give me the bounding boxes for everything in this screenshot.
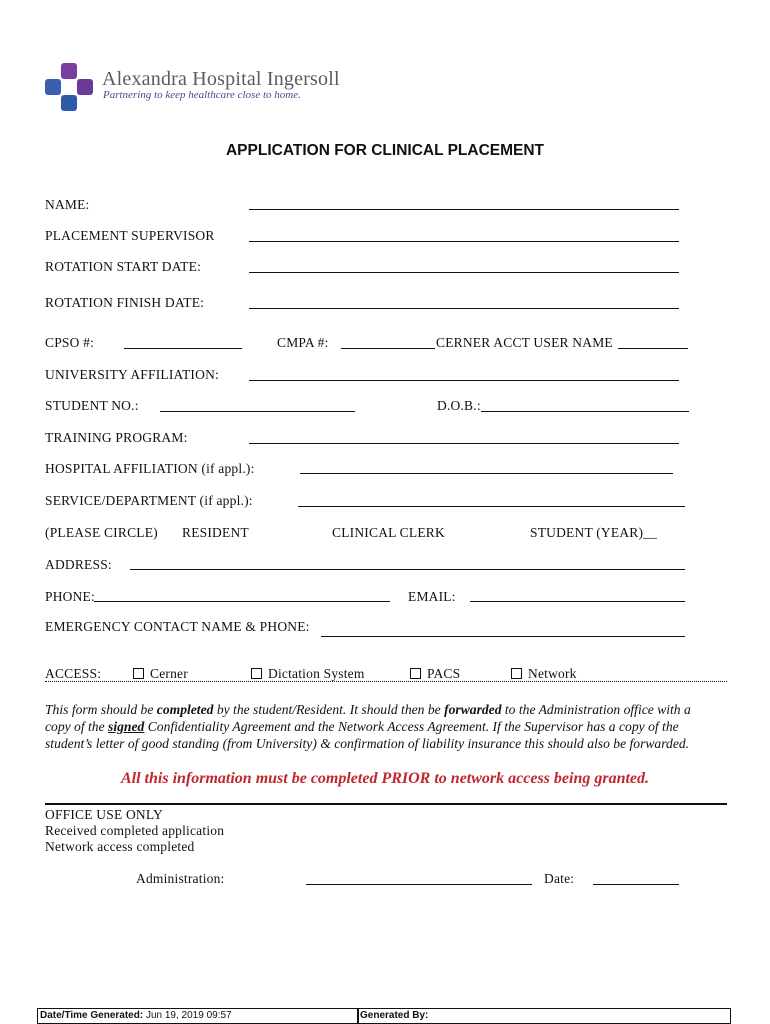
office-date-field[interactable] [593,884,679,885]
administration-label: Administration: [136,871,225,886]
name-field[interactable] [249,209,679,210]
network-access-warning: All this information must be completed PRIOR to network access being granted. [120,770,650,787]
cmpa-label: CMPA #: [277,335,329,350]
student-no-field[interactable] [160,411,355,412]
cpso-label: CPSO #: [45,335,95,350]
address-field[interactable] [130,569,685,570]
instructions-signed: signed [108,719,145,734]
hospital-affiliation-field[interactable] [300,473,673,474]
student-year-option[interactable]: STUDENT (YEAR)__ [530,525,658,540]
generated-datetime [40,1010,232,1021]
resident-option[interactable]: RESIDENT [182,525,249,540]
office-date-label: Date: [544,871,575,886]
address-label: ADDRESS: [45,557,112,572]
instructions-completed: completed [156,702,214,717]
access-option-cerner[interactable] [133,666,188,682]
service-label: SERVICE/DEPARTMENT (if appl.): [45,493,253,508]
administration-signature-field[interactable] [306,884,532,885]
student-no-label: STUDENT NO.: [45,398,139,413]
dob-field[interactable] [481,411,689,412]
generated-by-label: Generated By: [360,1010,429,1021]
supervisor-label: PLACEMENT SUPERVISOR [45,228,215,243]
cpso-field[interactable] [124,348,242,349]
access-divider [45,681,727,682]
training-field[interactable] [249,443,679,444]
email-label: EMAIL: [408,589,456,604]
access-option-dictation[interactable] [251,666,365,682]
university-field[interactable] [249,380,679,381]
start-date-field[interactable] [249,272,679,273]
instructions-forwarded: forwarded [444,702,502,717]
dictation-checkbox[interactable] [251,668,262,679]
pacs-option-label: PACS [427,666,461,681]
hospital-tagline: Partnering to keep healthcare close to home. [103,89,301,101]
network-checkbox[interactable] [511,668,522,679]
access-label: ACCESS: [45,666,102,681]
training-label: TRAINING PROGRAM: [45,430,188,445]
cerner-username-label: CERNER ACCT USER NAME [436,335,613,350]
generated-datetime-value: Jun 19, 2019 09:57 [145,1010,232,1021]
access-option-pacs[interactable] [410,666,460,682]
clinical-clerk-option[interactable]: CLINICAL CLERK [332,525,445,540]
email-field[interactable] [470,601,685,602]
instructions-text-4: Confidentiality Agreement and the Network Access Agreement. If the Supervisor has a copy of the student’s letter of good standing (from University) & confirmation of liability insurance this should also be forwarded. [45,719,690,751]
hospital-name: Alexandra Hospital Ingersoll [102,68,340,90]
emergency-contact-field[interactable] [321,636,685,637]
instructions-text-2: by the student/Resident. It should then be [213,702,445,717]
please-circle-label: (PLEASE CIRCLE) [45,525,158,540]
instructions-text-3: to the Administration office with a copy of the [45,702,691,734]
cerner-option-label: Cerner [150,666,188,681]
finish-date-field[interactable] [249,308,679,309]
phone-field[interactable] [94,601,390,602]
supervisor-field[interactable] [249,241,679,242]
university-label: UNIVERSITY AFFILIATION: [45,367,219,382]
cmpa-field[interactable] [341,348,435,349]
office-use-heading: OFFICE USE ONLY [45,807,163,822]
office-use-divider [45,803,727,805]
dictation-option-label: Dictation System [268,666,365,681]
finish-date-label: ROTATION FINISH DATE: [45,295,205,310]
service-field[interactable] [298,506,685,507]
emergency-contact-label: EMERGENCY CONTACT NAME & PHONE: [45,619,310,634]
generated-datetime-label: Date/Time Generated: [40,1010,144,1021]
start-date-label: ROTATION START DATE: [45,259,202,274]
instructions-text-1: This form should be [45,702,157,717]
network-option-label: Network [528,666,577,681]
received-application-label: Received completed application [45,823,225,838]
pacs-checkbox[interactable] [410,668,421,679]
phone-label: PHONE: [45,589,95,604]
hospital-affiliation-label: HOSPITAL AFFILIATION (if appl.): [45,461,255,476]
page-title: APPLICATION FOR CLINICAL PLACEMENT [225,142,545,159]
cerner-username-field[interactable] [618,348,688,349]
name-label: NAME: [45,197,90,212]
hospital-logo [44,62,94,112]
dob-label: D.O.B.: [437,398,481,413]
cross-logo-icon [44,62,94,112]
instructions-paragraph [45,701,705,752]
network-access-completed-label: Network access completed [45,839,195,854]
access-option-network[interactable] [511,666,577,682]
cerner-checkbox[interactable] [133,668,144,679]
